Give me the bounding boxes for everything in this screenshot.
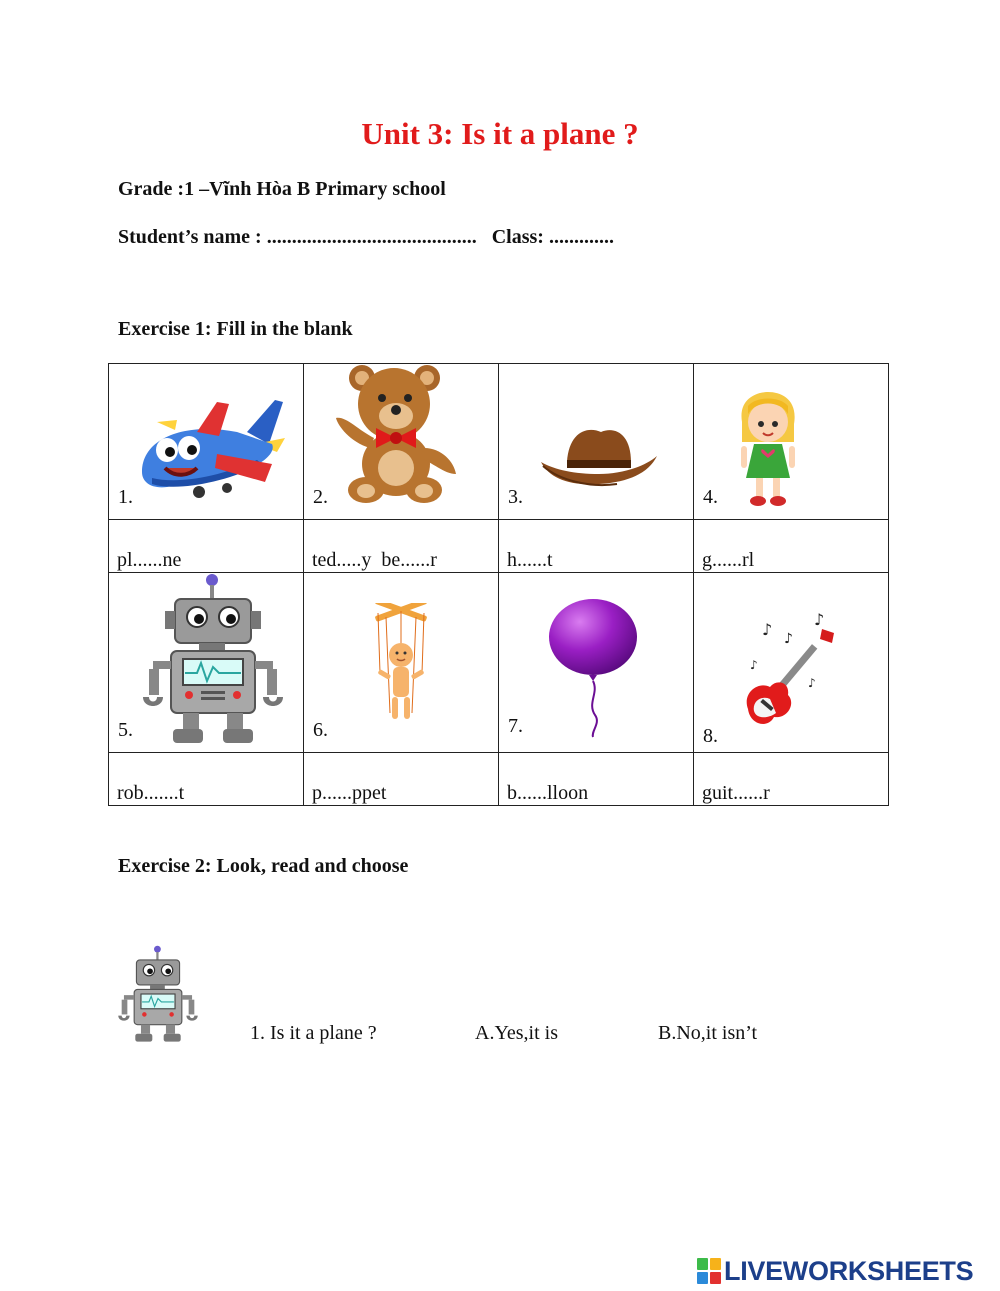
svg-text:♪: ♪ xyxy=(808,676,816,690)
grade-line: Grade :1 –Vĩnh Hòa B Primary school xyxy=(118,178,446,200)
svg-text:♪: ♪ xyxy=(814,610,825,629)
option-a[interactable]: A.Yes,it is xyxy=(475,1022,558,1044)
word-blank[interactable]: p......ppet xyxy=(312,782,387,804)
puppet-icon xyxy=(366,603,436,733)
word-cell-1 xyxy=(109,520,304,573)
picture-cell-7 xyxy=(499,573,694,753)
word-cell-6 xyxy=(304,753,499,806)
page-title: Unit 3: Is it a plane ? xyxy=(361,116,639,151)
word-cell-5 xyxy=(109,753,304,806)
item-number: 5. xyxy=(118,719,133,741)
svg-text:♪: ♪ xyxy=(762,620,773,639)
option-b[interactable]: B.No,it isn’t xyxy=(658,1022,758,1044)
item-number: 4. xyxy=(703,486,718,508)
logo-mark xyxy=(697,1258,721,1284)
word-blank[interactable]: guit......r xyxy=(702,782,770,804)
plane-icon xyxy=(137,392,287,502)
word-blank[interactable]: rob.......t xyxy=(117,782,185,804)
picture-cell-2 xyxy=(304,364,499,520)
picture-cell-5 xyxy=(109,573,304,753)
exercise-2-heading: Exercise 2: Look, read and choose xyxy=(118,855,409,877)
word-blank[interactable]: h......t xyxy=(507,549,553,571)
balloon-icon xyxy=(547,599,639,739)
item-number: 2. xyxy=(313,486,328,508)
question-text: 1. Is it a plane ? xyxy=(250,1022,377,1044)
picture-cell-1 xyxy=(109,364,304,520)
robot-icon xyxy=(139,573,287,745)
word-blank[interactable]: pl......ne xyxy=(117,549,182,571)
exercise-1-table xyxy=(108,363,889,806)
item-number: 6. xyxy=(313,719,328,741)
word-blank[interactable]: ted.....y be......r xyxy=(312,549,437,571)
word-cell-7 xyxy=(499,753,694,806)
teddy-bear-icon xyxy=(332,364,462,504)
word-cell-2 xyxy=(304,520,499,573)
student-name-line: Student’s name : .......................................... Class: ............. xyxy=(118,226,614,248)
brand-logo[interactable] xyxy=(697,1255,973,1287)
word-cell-4 xyxy=(694,520,889,573)
item-number: 1. xyxy=(118,486,133,508)
picture-cell-6 xyxy=(304,573,499,753)
svg-text:♪: ♪ xyxy=(750,658,758,672)
word-cell-3 xyxy=(499,520,694,573)
guitar-icon xyxy=(740,609,840,739)
item-number: 3. xyxy=(508,486,523,508)
picture-cell-3 xyxy=(499,364,694,520)
item-number: 7. xyxy=(508,715,523,737)
picture-cell-4 xyxy=(694,364,889,520)
exercise-1-heading: Exercise 1: Fill in the blank xyxy=(118,318,353,340)
hat-icon xyxy=(539,422,659,512)
girl-icon xyxy=(736,392,800,508)
word-cell-8 xyxy=(694,753,889,806)
brand-name: LIVEWORKSHEETS xyxy=(724,1255,974,1286)
picture-cell-8 xyxy=(694,573,889,753)
item-number: 8. xyxy=(703,725,718,747)
word-blank[interactable]: g......rl xyxy=(702,549,755,571)
word-blank[interactable]: b......lloon xyxy=(507,782,589,804)
svg-text:♪: ♪ xyxy=(784,631,793,647)
robot-icon xyxy=(116,943,200,1045)
